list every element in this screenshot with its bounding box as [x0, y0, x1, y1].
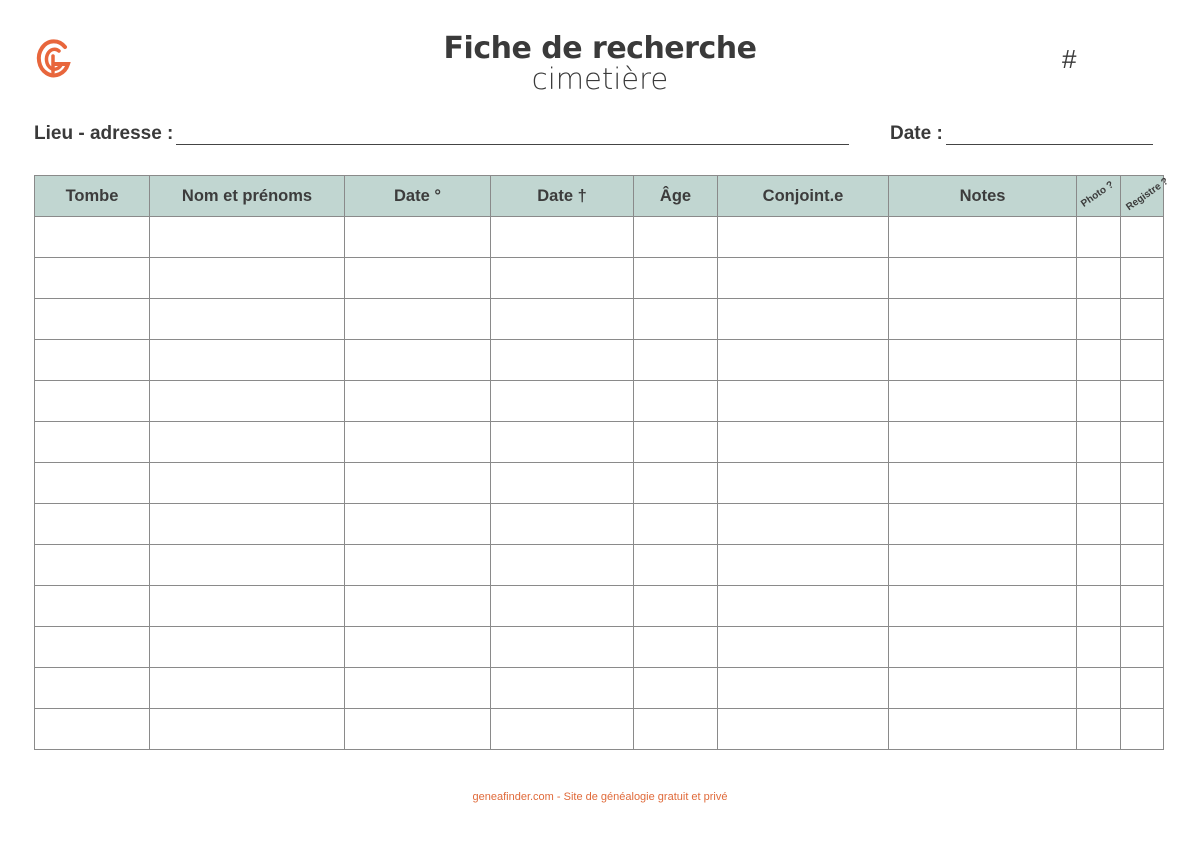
- table-cell[interactable]: [345, 258, 491, 299]
- page-title: Fiche de recherche: [443, 31, 757, 66]
- table-cell[interactable]: [491, 504, 634, 545]
- table-cell[interactable]: [150, 586, 345, 627]
- table-cell[interactable]: [718, 545, 889, 586]
- table-row: [35, 299, 1164, 340]
- table-cell[interactable]: [718, 340, 889, 381]
- table-cell[interactable]: [35, 463, 150, 504]
- table-cell[interactable]: [634, 545, 718, 586]
- table-cell[interactable]: [718, 217, 889, 258]
- table-cell[interactable]: [718, 299, 889, 340]
- table-cell[interactable]: [491, 586, 634, 627]
- table-cell[interactable]: [345, 668, 491, 709]
- column-header-registre: [1121, 175, 1171, 217]
- table-cell[interactable]: [345, 340, 491, 381]
- column-header-notes: Notes: [889, 176, 1077, 217]
- table-cell[interactable]: [889, 668, 1077, 709]
- table-row: [35, 381, 1164, 422]
- column-header-date-naissance: Date °: [345, 176, 491, 217]
- table-row: [35, 258, 1164, 299]
- table-cell[interactable]: [718, 422, 889, 463]
- lieu-adresse-field[interactable]: [34, 122, 849, 145]
- table-cell[interactable]: [491, 627, 634, 668]
- table-cell[interactable]: [150, 258, 345, 299]
- table-cell[interactable]: [1121, 217, 1164, 258]
- table-cell[interactable]: [491, 258, 634, 299]
- lieu-adresse-line[interactable]: [176, 122, 849, 145]
- lieu-adresse-label: Lieu - adresse :: [34, 123, 174, 144]
- table-row: [35, 586, 1164, 627]
- table-cell[interactable]: [35, 586, 150, 627]
- table-cell[interactable]: [150, 299, 345, 340]
- table-cell[interactable]: [1077, 586, 1121, 627]
- table-cell[interactable]: [634, 463, 718, 504]
- table-cell[interactable]: [1121, 422, 1164, 463]
- table-cell[interactable]: [1121, 627, 1164, 668]
- table-cell[interactable]: [718, 586, 889, 627]
- column-header-nom: Nom et prénoms: [150, 176, 345, 217]
- table-cell[interactable]: [1077, 422, 1121, 463]
- column-header-date-deces: Date †: [491, 176, 634, 217]
- table-cell[interactable]: [1121, 668, 1164, 709]
- table-cell[interactable]: [1077, 627, 1121, 668]
- table-row: [35, 545, 1164, 586]
- table-cell[interactable]: [889, 381, 1077, 422]
- table-cell[interactable]: [889, 627, 1077, 668]
- table-cell[interactable]: [889, 709, 1077, 750]
- table-cell[interactable]: [889, 217, 1077, 258]
- date-line[interactable]: [946, 122, 1153, 145]
- table-cell[interactable]: [150, 627, 345, 668]
- table-cell[interactable]: [718, 463, 889, 504]
- table-cell[interactable]: [634, 668, 718, 709]
- table-cell[interactable]: [345, 299, 491, 340]
- table-cell[interactable]: [345, 586, 491, 627]
- table-cell[interactable]: [491, 709, 634, 750]
- date-field[interactable]: [890, 122, 1153, 145]
- table-cell[interactable]: [345, 463, 491, 504]
- table-cell[interactable]: [1121, 463, 1164, 504]
- column-header-conjoint: Conjoint.e: [718, 176, 889, 217]
- table-cell[interactable]: [345, 709, 491, 750]
- table-body: [35, 217, 1164, 750]
- table-cell[interactable]: [491, 340, 634, 381]
- table-cell[interactable]: [35, 627, 150, 668]
- table-cell[interactable]: [718, 504, 889, 545]
- table-cell[interactable]: [150, 709, 345, 750]
- table-cell[interactable]: [150, 545, 345, 586]
- table-row: [35, 709, 1164, 750]
- table-cell[interactable]: [150, 504, 345, 545]
- footer-text: geneafinder.com - Site de généalogie gratuit et privé: [472, 791, 728, 803]
- date-label: Date :: [890, 123, 943, 144]
- table-cell[interactable]: [1121, 340, 1164, 381]
- table-cell[interactable]: [889, 340, 1077, 381]
- table-cell[interactable]: [35, 340, 150, 381]
- table-row: [35, 504, 1164, 545]
- cemetery-table: [34, 175, 1171, 750]
- table-cell[interactable]: [150, 217, 345, 258]
- table-cell[interactable]: [1121, 586, 1164, 627]
- table-cell[interactable]: [718, 381, 889, 422]
- table-cell[interactable]: [889, 545, 1077, 586]
- table-cell[interactable]: [1077, 668, 1121, 709]
- column-header-registre-label: Registre ?: [1124, 175, 1171, 214]
- column-header-photo-label: Photo ?: [1079, 179, 1117, 210]
- table-cell[interactable]: [345, 545, 491, 586]
- table-cell[interactable]: [1121, 381, 1164, 422]
- table-cell[interactable]: [150, 381, 345, 422]
- table-cell[interactable]: [345, 381, 491, 422]
- title-block: [0, 30, 1200, 94]
- sheet-number-mark: #: [1062, 44, 1077, 74]
- table-cell[interactable]: [1077, 340, 1121, 381]
- table-row: [35, 340, 1164, 381]
- column-header-age: Âge: [634, 176, 718, 217]
- table-cell[interactable]: [1121, 504, 1164, 545]
- table-cell[interactable]: [345, 422, 491, 463]
- table-cell[interactable]: [718, 668, 889, 709]
- table-row: [35, 217, 1164, 258]
- table-cell[interactable]: [1121, 299, 1164, 340]
- table-cell[interactable]: [1077, 504, 1121, 545]
- table-cell[interactable]: [491, 217, 634, 258]
- table-cell[interactable]: [345, 504, 491, 545]
- table-cell[interactable]: [491, 422, 634, 463]
- table-cell[interactable]: [35, 299, 150, 340]
- table-cell[interactable]: [35, 381, 150, 422]
- table-cell[interactable]: [491, 381, 634, 422]
- table-cell[interactable]: [491, 668, 634, 709]
- table-cell[interactable]: [889, 586, 1077, 627]
- column-header-photo: [1077, 176, 1121, 217]
- table-cell[interactable]: [35, 504, 150, 545]
- table-cell[interactable]: [35, 258, 150, 299]
- table-header-row: [35, 176, 1164, 217]
- table-cell[interactable]: [1121, 258, 1164, 299]
- table-cell[interactable]: [889, 463, 1077, 504]
- table-cell[interactable]: [634, 217, 718, 258]
- table-cell[interactable]: [150, 340, 345, 381]
- table-cell[interactable]: [35, 422, 150, 463]
- table-cell[interactable]: [718, 258, 889, 299]
- table-cell[interactable]: [1077, 217, 1121, 258]
- table-cell[interactable]: [634, 709, 718, 750]
- table-cell[interactable]: [491, 545, 634, 586]
- table-cell[interactable]: [889, 504, 1077, 545]
- table-cell[interactable]: [1077, 381, 1121, 422]
- table-cell[interactable]: [1121, 709, 1164, 750]
- table-row: [35, 463, 1164, 504]
- table-cell[interactable]: [345, 217, 491, 258]
- table-cell[interactable]: [634, 586, 718, 627]
- table-cell[interactable]: [889, 299, 1077, 340]
- table-cell[interactable]: [1077, 709, 1121, 750]
- table-cell[interactable]: [150, 463, 345, 504]
- table-cell[interactable]: [1077, 545, 1121, 586]
- table-cell[interactable]: [634, 422, 718, 463]
- table-row: [35, 422, 1164, 463]
- page-subtitle: cimetière: [531, 62, 669, 96]
- table-cell[interactable]: [634, 340, 718, 381]
- table-cell[interactable]: [634, 258, 718, 299]
- table-cell[interactable]: [345, 627, 491, 668]
- table-cell[interactable]: [634, 299, 718, 340]
- column-header-tombe: Tombe: [35, 176, 150, 217]
- table-cell[interactable]: [634, 504, 718, 545]
- table-cell[interactable]: [150, 668, 345, 709]
- table-cell[interactable]: [150, 422, 345, 463]
- table-row: [35, 668, 1164, 709]
- table-cell[interactable]: [634, 627, 718, 668]
- table-cell[interactable]: [35, 217, 150, 258]
- table-cell[interactable]: [1077, 258, 1121, 299]
- table-cell[interactable]: [35, 709, 150, 750]
- table-cell[interactable]: [35, 545, 150, 586]
- table-row: [35, 627, 1164, 668]
- table-cell[interactable]: [491, 299, 634, 340]
- table-cell[interactable]: [1077, 463, 1121, 504]
- table-cell[interactable]: [1121, 545, 1164, 586]
- table-cell[interactable]: [1077, 299, 1121, 340]
- table-cell[interactable]: [718, 709, 889, 750]
- table-cell[interactable]: [889, 422, 1077, 463]
- table-cell[interactable]: [491, 463, 634, 504]
- table-cell[interactable]: [889, 258, 1077, 299]
- table-cell[interactable]: [35, 668, 150, 709]
- table-cell[interactable]: [634, 381, 718, 422]
- table-cell[interactable]: [718, 627, 889, 668]
